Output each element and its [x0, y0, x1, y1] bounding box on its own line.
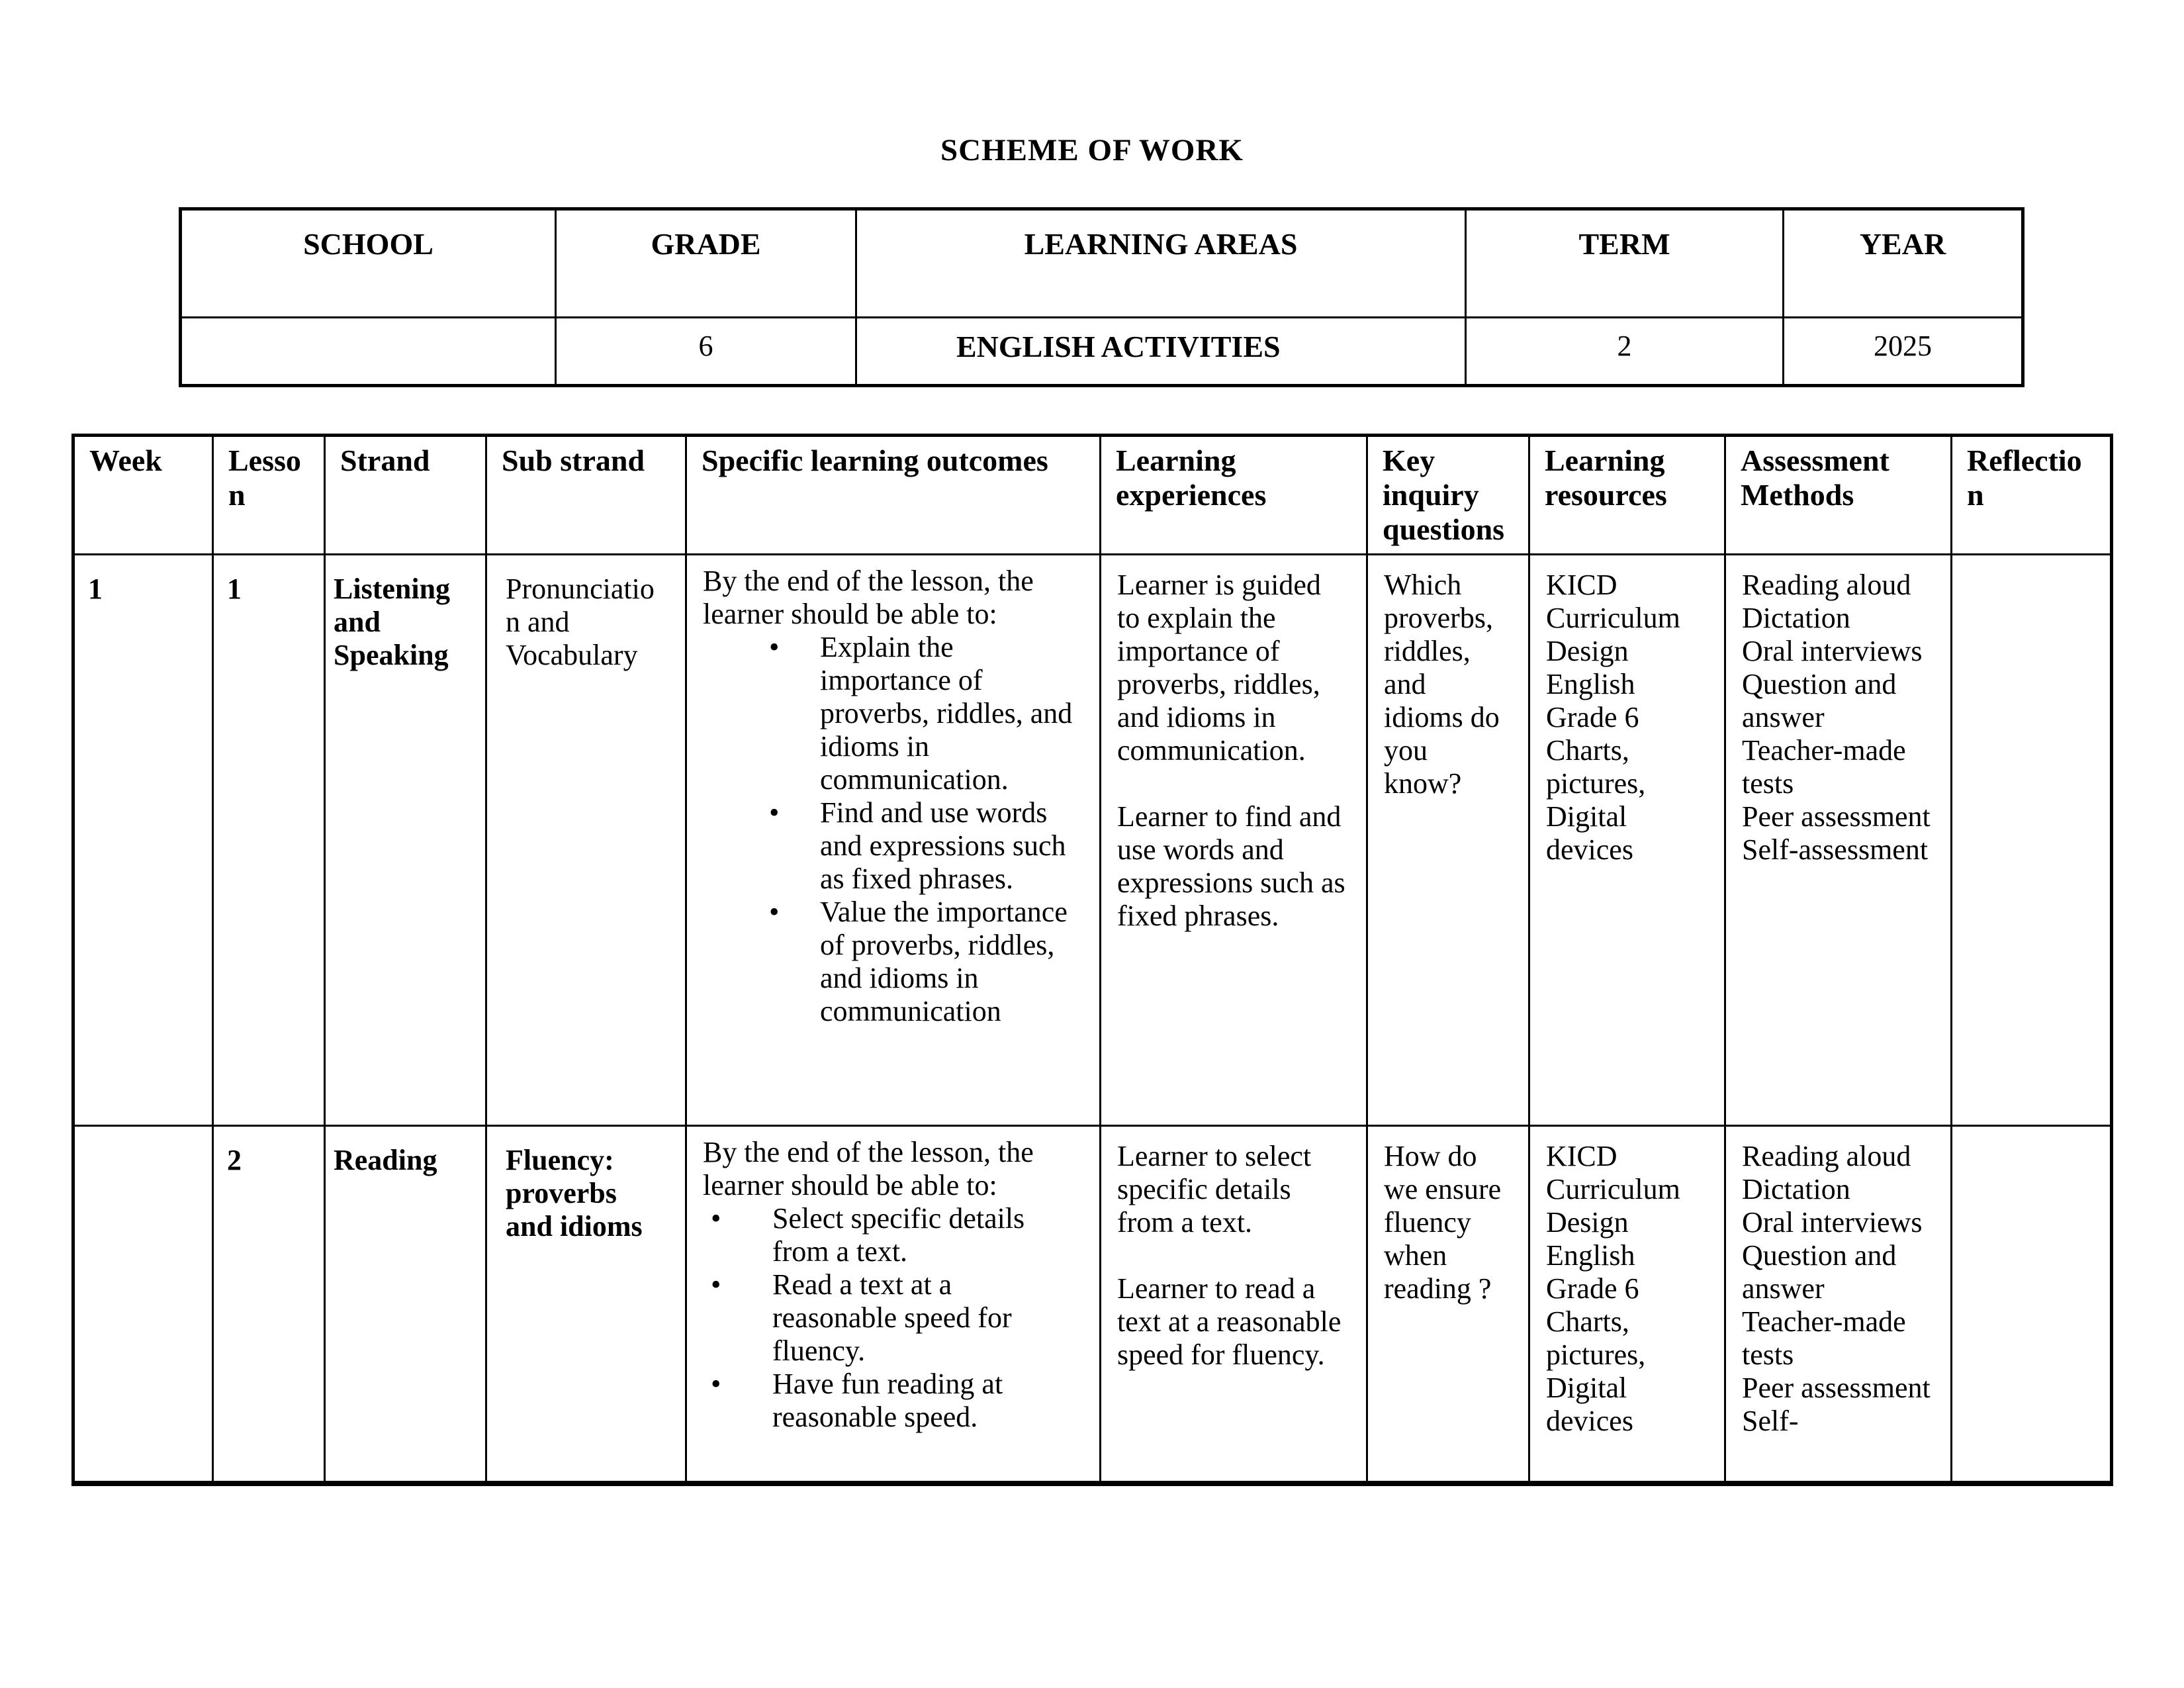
- info-header-row: [181, 209, 2023, 318]
- info-header-school: SCHOOL: [181, 209, 556, 318]
- outcome-item: [703, 1368, 1083, 1434]
- grade-value: 6: [556, 318, 856, 386]
- info-header-year: YEAR: [1784, 209, 2023, 318]
- scheme-header-row: [73, 436, 2112, 555]
- outcome-item-text: • Read a text at a reasonable speed for fluency.: [772, 1268, 1012, 1367]
- lesson-row-1: [73, 555, 2112, 1126]
- week-cell: [73, 1126, 213, 1483]
- info-header-term: TERM: [1466, 209, 1784, 318]
- outcome-item-text: • Select specific details from a text.: [772, 1202, 1025, 1268]
- outcome-item-text: • Explain the importance of proverbs, riddles, and idioms in communication.: [820, 631, 1073, 796]
- assessment-item: Reading aloud: [1742, 569, 1911, 601]
- assessment-item: Peer assessment: [1742, 1372, 1931, 1404]
- reflection-cell: [1952, 555, 2112, 1126]
- term-value: 2: [1466, 318, 1784, 386]
- col-header-sub-strand: Sub strand: [486, 436, 686, 555]
- col-header-resources: Learning resources: [1529, 436, 1725, 555]
- outcomes-list: [703, 1202, 1083, 1434]
- outcome-item: [703, 1202, 1083, 1268]
- assessment-item: Reading aloud: [1742, 1140, 1911, 1172]
- key-inquiry-cell: How do we ensure fluency when reading ?: [1367, 1126, 1529, 1483]
- assessment-item: Oral interviews: [1742, 1206, 1923, 1239]
- outcomes-intro: By the end of the lesson, the learner should be able to:: [703, 1136, 1034, 1201]
- col-header-lesson: Lesson: [213, 436, 325, 555]
- assessment-item: Self-assessment: [1742, 833, 1929, 866]
- outcome-item: [703, 896, 1083, 1028]
- lesson-row-2: [73, 1126, 2112, 1483]
- assessment-item: Self-: [1742, 1405, 1799, 1437]
- outcome-item: [703, 631, 1083, 796]
- col-header-experiences: Learning experiences: [1101, 436, 1367, 555]
- assessment-cell: [1725, 1126, 1952, 1483]
- outcomes-intro: By the end of the lesson, the learner should be able to:: [703, 565, 1034, 630]
- experience-paragraph: Learner is guided to explain the importance of proverbs, riddles, and idioms in communication.: [1117, 569, 1321, 767]
- sub-strand-cell: Pronunciation and Vocabulary: [486, 555, 686, 1126]
- col-header-assessment: Assessment Methods: [1725, 436, 1952, 555]
- resources-cell: KICD Curriculum Design English Grade 6 Charts, pictures, Digital devices: [1529, 1126, 1725, 1483]
- col-header-strand: Strand: [325, 436, 486, 555]
- info-table: [179, 207, 2025, 387]
- key-inquiry-cell: Which proverbs, riddles, and idioms do you know?: [1367, 555, 1529, 1126]
- sub-strand-cell: Fluency: proverbs and idioms: [486, 1126, 686, 1483]
- col-header-key-inquiry: Key inquiry questions: [1367, 436, 1529, 555]
- experiences-cell: [1101, 555, 1367, 1126]
- info-header-grade: GRADE: [556, 209, 856, 318]
- col-header-reflection: Reflection: [1952, 436, 2112, 555]
- reflection-cell: [1952, 1126, 2112, 1483]
- assessment-cell: [1725, 555, 1952, 1126]
- col-header-outcomes: Specific learning outcomes: [686, 436, 1101, 555]
- experience-paragraph: Learner to find and use words and expressions such as fixed phrases.: [1117, 800, 1345, 932]
- week-cell: 1: [73, 555, 213, 1126]
- experience-paragraph: Learner to read a text at a reasonable speed for fluency.: [1117, 1272, 1342, 1371]
- assessment-item: Teacher-made tests: [1742, 734, 1906, 800]
- assessment-item: Question and answer: [1742, 1239, 1897, 1305]
- lesson-cell: 2: [213, 1126, 325, 1483]
- assessment-item: Dictation: [1742, 602, 1850, 634]
- info-value-row: [181, 318, 2023, 386]
- strand-cell: Listening and Speaking: [325, 555, 486, 1126]
- assessment-item: Question and answer: [1742, 668, 1897, 733]
- strand-cell: Reading: [325, 1126, 486, 1483]
- page-title: SCHEME OF WORK: [940, 133, 1244, 167]
- assessment-item: Teacher-made tests: [1742, 1305, 1906, 1371]
- resources-cell: KICD Curriculum Design English Grade 6 Charts, pictures, Digital devices: [1529, 555, 1725, 1126]
- outcomes-cell: [686, 555, 1101, 1126]
- outcomes-cell: [686, 1126, 1101, 1483]
- scheme-of-work-table: [71, 434, 2113, 1486]
- outcome-item-text: • Find and use words and expressions such as fixed phrases.: [820, 796, 1066, 895]
- year-value: 2025: [1784, 318, 2023, 386]
- outcome-item: [703, 796, 1083, 896]
- outcome-item: [703, 1268, 1083, 1368]
- outcome-item-text: • Value the importance of proverbs, riddles, and idioms in communication: [820, 896, 1068, 1027]
- experiences-cell: [1101, 1126, 1367, 1483]
- learning-areas-value: ENGLISH ACTIVITIES: [856, 318, 1466, 386]
- outcome-item-text: • Have fun reading at reasonable speed.: [772, 1368, 1003, 1433]
- assessment-item: Peer assessment: [1742, 800, 1931, 833]
- outcomes-list: [703, 631, 1083, 1028]
- assessment-item: Dictation: [1742, 1173, 1850, 1205]
- school-value: [181, 318, 556, 386]
- lesson-cell: 1: [213, 555, 325, 1126]
- col-header-week: Week: [73, 436, 213, 555]
- experience-paragraph: Learner to select specific details from a text.: [1117, 1140, 1312, 1239]
- assessment-item: Oral interviews: [1742, 635, 1923, 667]
- info-header-learning-areas: LEARNING AREAS: [856, 209, 1466, 318]
